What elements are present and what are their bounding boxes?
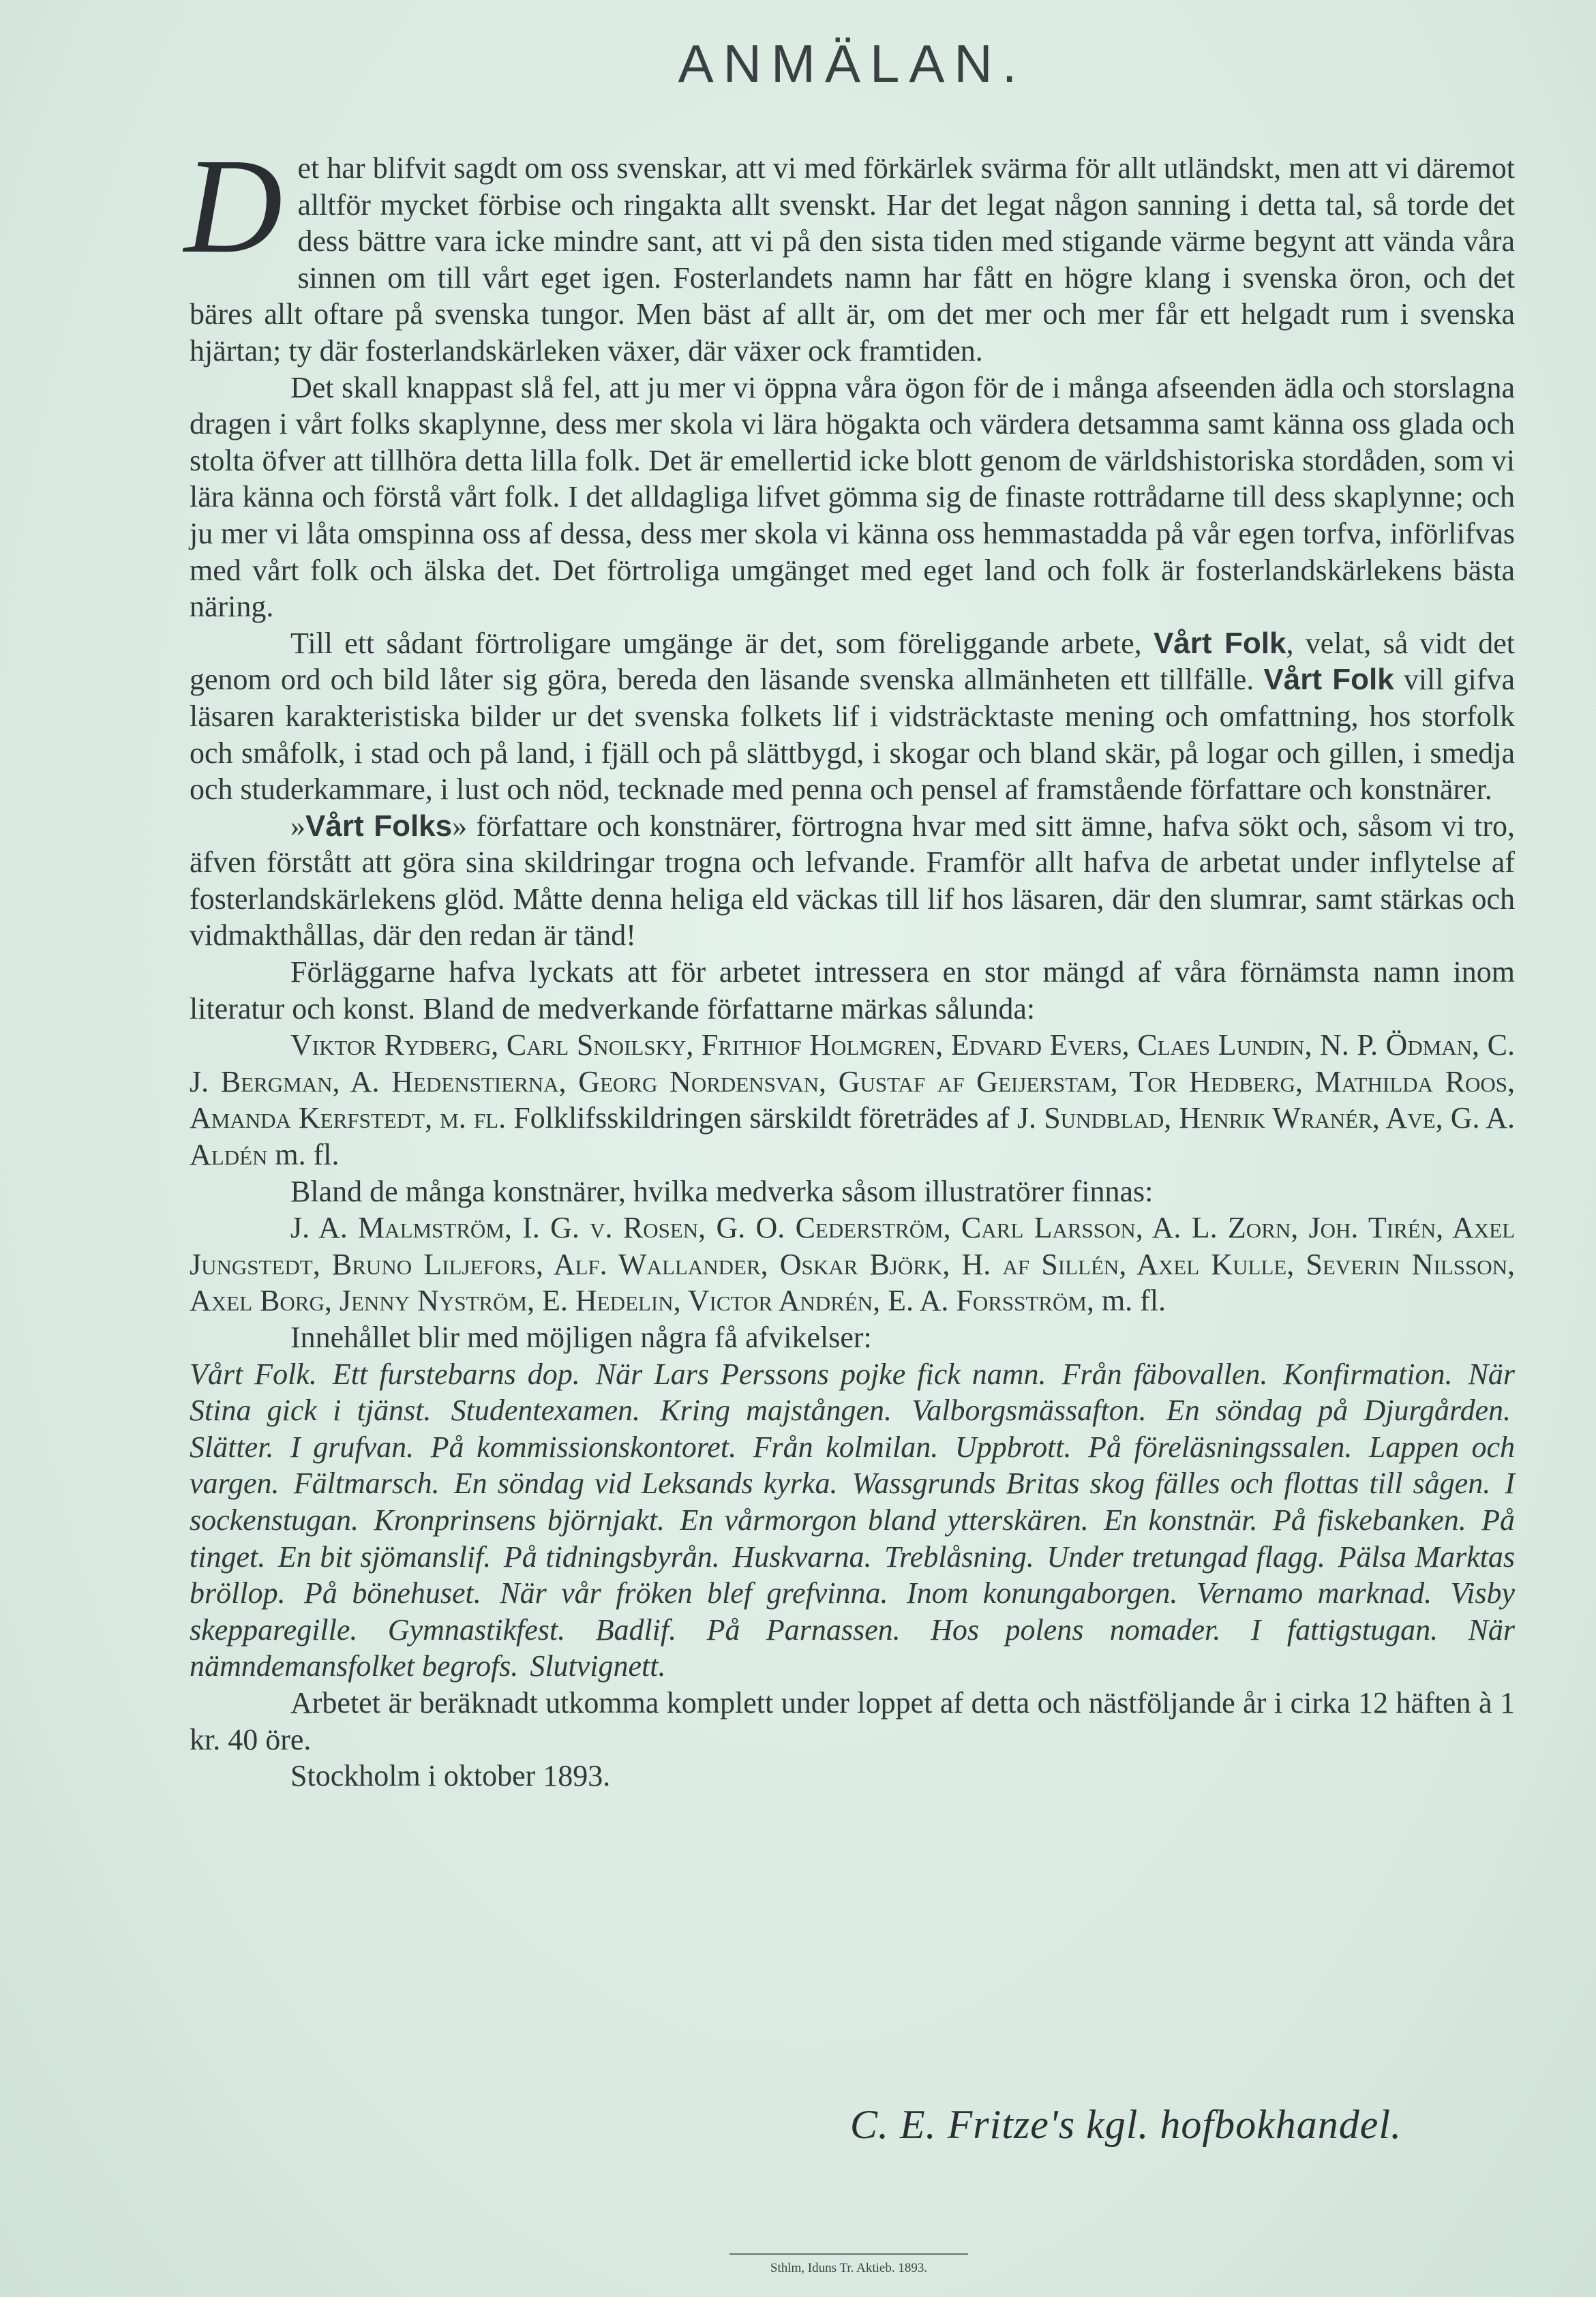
contents-item: När Lars Perssons pojke fick namn. [595, 1357, 1047, 1391]
contents-item: Vernamo marknad. [1196, 1576, 1432, 1610]
folklife-authors: J. Sundblad, Henrik Wranér, Ave, G. A. Aldén [190, 1101, 1516, 1172]
announcement-body [184, 131, 1516, 1795]
page-title: ANMÄLAN. [678, 33, 1027, 93]
place-date: Stockholm i oktober 1893. [290, 1759, 611, 1793]
paragraph-8-end: m. fl. [1101, 1284, 1166, 1318]
contents-item: Ett furstebarns dop. [332, 1357, 580, 1391]
contents-item: Vårt Folk. [190, 1357, 317, 1391]
contents-item: På fiskebanken. [1272, 1503, 1466, 1537]
contents-item: Hos polens nomader. [931, 1612, 1221, 1647]
contents-item: Slutvignett. [530, 1649, 666, 1683]
paragraph-3-mid: , velat, så vidt det genom ord och bild låter sig göra, bereda den läsande svenska allmänheten ett tillfälle. [190, 626, 1516, 697]
contents-item: Lappen och vargen. [190, 1430, 1516, 1501]
publisher-signature: C. E. Fritze's kgl. hofbokhandel. [849, 2102, 1402, 2147]
contents-item: Uppbrott. [954, 1430, 1072, 1464]
contents-item: På föreläsningssalen. [1088, 1430, 1353, 1464]
contents-item: Studentexamen. [451, 1394, 641, 1428]
paragraph-3 [190, 625, 1515, 808]
contents-item: I fattigstugan. [1250, 1612, 1439, 1647]
paragraph-7: Bland de många konstnärer, hvilka medverka såsom illustratörer finnas: [290, 1174, 1154, 1208]
guillemet-close: » [452, 809, 468, 843]
paragraph-6-end: m. fl. [275, 1138, 340, 1172]
contents-item: Fältmarsch. [293, 1467, 440, 1501]
paragraph-2: Det skall knappast slå fel, att ju mer vi öppna våra ögon för de i många afseenden ädla och storslagna dragen i vårt folks skaplynne, dess mer skola vi lära högakta och värdera detsamma samt känna oss glada och stolta öfver att tillhöra detta lilla folk. Det är emellertid icke blott genom de världshistoriska stordåden, som vi lära känna och förstå vårt folk. I det alldagliga lifvet gömma sig de finaste rottrådarne till dess skaplynne; och ju mer vi låta omspinna oss af dessa, dess mer skola vi känna oss hemmastadda på vår egen torfva, införlifvas med vårt folk och älska det. Det förtroliga umgänget med eget land och folk är fosterlandskärlekens bästa näring. [190, 370, 1515, 624]
brand-name-3: Vårt Folks [305, 809, 453, 843]
contents-item: Gymnastikfest. [387, 1612, 566, 1647]
contents-item: Under tretungad flagg. [1047, 1540, 1325, 1574]
illustrators-list: J. A. Malmström, I. G. v. Rosen, G. O. Cederström, Carl Larsson, A. L. Zorn, Joh. Tirén, Axel Jungstedt, Bruno Liljefors, Alf. Wallander, Oskar Björk, H. af Sillén, Axel Kulle, Severin Nilsson, Axel Borg, Jenny Nyström, E. Hedelin, Victor Andrén, E. A. Forsström, [190, 1211, 1515, 1318]
contents-item: En bit sjömanslif. [277, 1540, 492, 1574]
printer-imprint: Sthlm, Iduns Tr. Aktieb. 1893. [770, 2261, 928, 2275]
paragraph-4 [190, 808, 1515, 954]
contents-item: Från fäbovallen. [1062, 1357, 1268, 1391]
contents-item: Från kolmilan. [753, 1430, 939, 1464]
contents-item: En konstnär. [1104, 1503, 1258, 1537]
contents-item: Inom konungaborgen. [906, 1576, 1178, 1610]
contents-item: En vårmorgon bland ytterskären. [680, 1503, 1089, 1537]
paragraph-4-text: författare och konstnärer, förtrogna hvar med sitt ämne, hafva sökt och, såsom vi tro, äfven förstått att göra sina skildringar trogna och lefvande. Framför allt hafva de arbetat under inflytelse af fosterlandskärlekens glöd. Måtte denna heliga eld väckas till lif hos läsaren, där den slumrar, samt stärkas och vidmakthållas, där den redan är tänd! [190, 809, 1515, 952]
contents-item: En söndag vid Leksands kyrka. [453, 1467, 838, 1501]
contents-item: Valborgsmässafton. [912, 1394, 1147, 1428]
contents-item: I grufvan. [290, 1430, 415, 1464]
contents-item: På tinget. [190, 1503, 1516, 1574]
contents-item: På kommissionskontoret. [430, 1430, 737, 1464]
contents-item: Huskvarna. [732, 1540, 872, 1574]
contents-item: På tidningsbyrån. [503, 1540, 720, 1574]
contents-item: Kronprinsens björnjakt. [374, 1503, 665, 1537]
contents-item: Badlif. [595, 1612, 677, 1647]
authors-list: Viktor Rydberg, Carl Snoilsky, Frithiof Holmgren, Edvard Evers, Claes Lundin, N. P. Ödman, C. J. Bergman, A. Hedenstierna, Georg Nordensvan, Gustaf af Geijerstam, Tor Hedberg, Mathilda Roos, Amanda Kerfstedt, m. fl. [190, 1028, 1515, 1135]
paragraph-9: Innehållet blir med möjligen några få afvikelser: [290, 1321, 872, 1354]
contents-item: När vår fröken blef grefvinna. [500, 1576, 888, 1610]
contents-item: När nämndemansfolket begrofs. [190, 1612, 1516, 1683]
contents-item: En söndag på Djurgården. [1166, 1394, 1511, 1428]
contents-item: Wassgrunds Britas skog fälles och flottas till sågen. [852, 1467, 1491, 1501]
paragraph-1-text: et har blifvit sagdt om oss svenskar, att vi med förkärlek svärma för allt utländskt, men att vi däremot alltför mycket förbise och ringakta allt svenskt. Har det legat någon sanning i detta tal, så torde det dess bättre vara icke mindre sant, att vi på den sista tiden med stigande värme begynt att vända våra sinnen om till vårt eget igen. Fosterlandets namn har fått en högre klang i svenska öron, och det bäres allt oftare på svenska tungor. Men bäst af allt är, om det mer och mer får ett helgadt rum i svenska hjärtan; ty där fosterlandskärleken växer, där växer ock framtiden. [190, 151, 1515, 367]
contents-item: På bönehuset. [304, 1576, 481, 1610]
paragraph-5: Förläggarne hafva lyckats att för arbetet intressera en stor mängd af våra förnämsta namn inom literatur och konst. Bland de medverkande författarne märkas sålunda: [190, 955, 1515, 1025]
paragraph-3-tail: vill gifva läsaren karakteristiska bilder ur det svenska folkets lif i vidsträcktaste mening och omfattning, hos storfolk och småfolk, i stad och på land, i fjäll och på slättbygd, i skogar och bland skär, på logar och gillen, i smedja och studerkammare, i lust och nöd, tecknade med penna och pensel af framstående författare och konstnärer. [190, 663, 1515, 807]
contents-item: Kring majstången. [660, 1394, 892, 1428]
contents-item: Treblåsning. [884, 1540, 1034, 1574]
brand-name: Vårt Folk [1153, 626, 1286, 660]
paragraph-10: Arbetet är beräknadt utkomma komplett under loppet af detta och nästföljande år i cirka 12 häften à 1 kr. 40 öre. [190, 1685, 1515, 1756]
contents-item: Pälsa Marktas bröllop. [190, 1540, 1516, 1610]
paragraph-1 [184, 131, 1515, 370]
brand-name-2: Vårt Folk [1263, 663, 1394, 697]
imprint-rule [729, 2253, 968, 2255]
contents-item: När Stina gick i tjänst. [190, 1357, 1516, 1428]
contents-item: Visby skepparegille. [190, 1576, 1516, 1647]
guillemet-open: » [290, 809, 305, 843]
paragraph-3-lead: Till ett sådant förtroligare umgänge är det, som föreliggande arbete, [290, 626, 1142, 660]
contents-list [190, 1356, 1515, 1685]
contents-item: Slätter. [190, 1430, 274, 1464]
paragraph-8 [190, 1210, 1515, 1319]
dropcap: D [184, 131, 283, 282]
contents-item: I sockenstugan. [190, 1467, 1515, 1537]
contents-item: På Parnassen. [706, 1612, 901, 1647]
contents-item: Konfirmation. [1283, 1357, 1453, 1391]
paragraph-6 [190, 1027, 1515, 1173]
paragraph-6-mid: Folklifsskildringen särskildt företrädes af [513, 1101, 1010, 1135]
